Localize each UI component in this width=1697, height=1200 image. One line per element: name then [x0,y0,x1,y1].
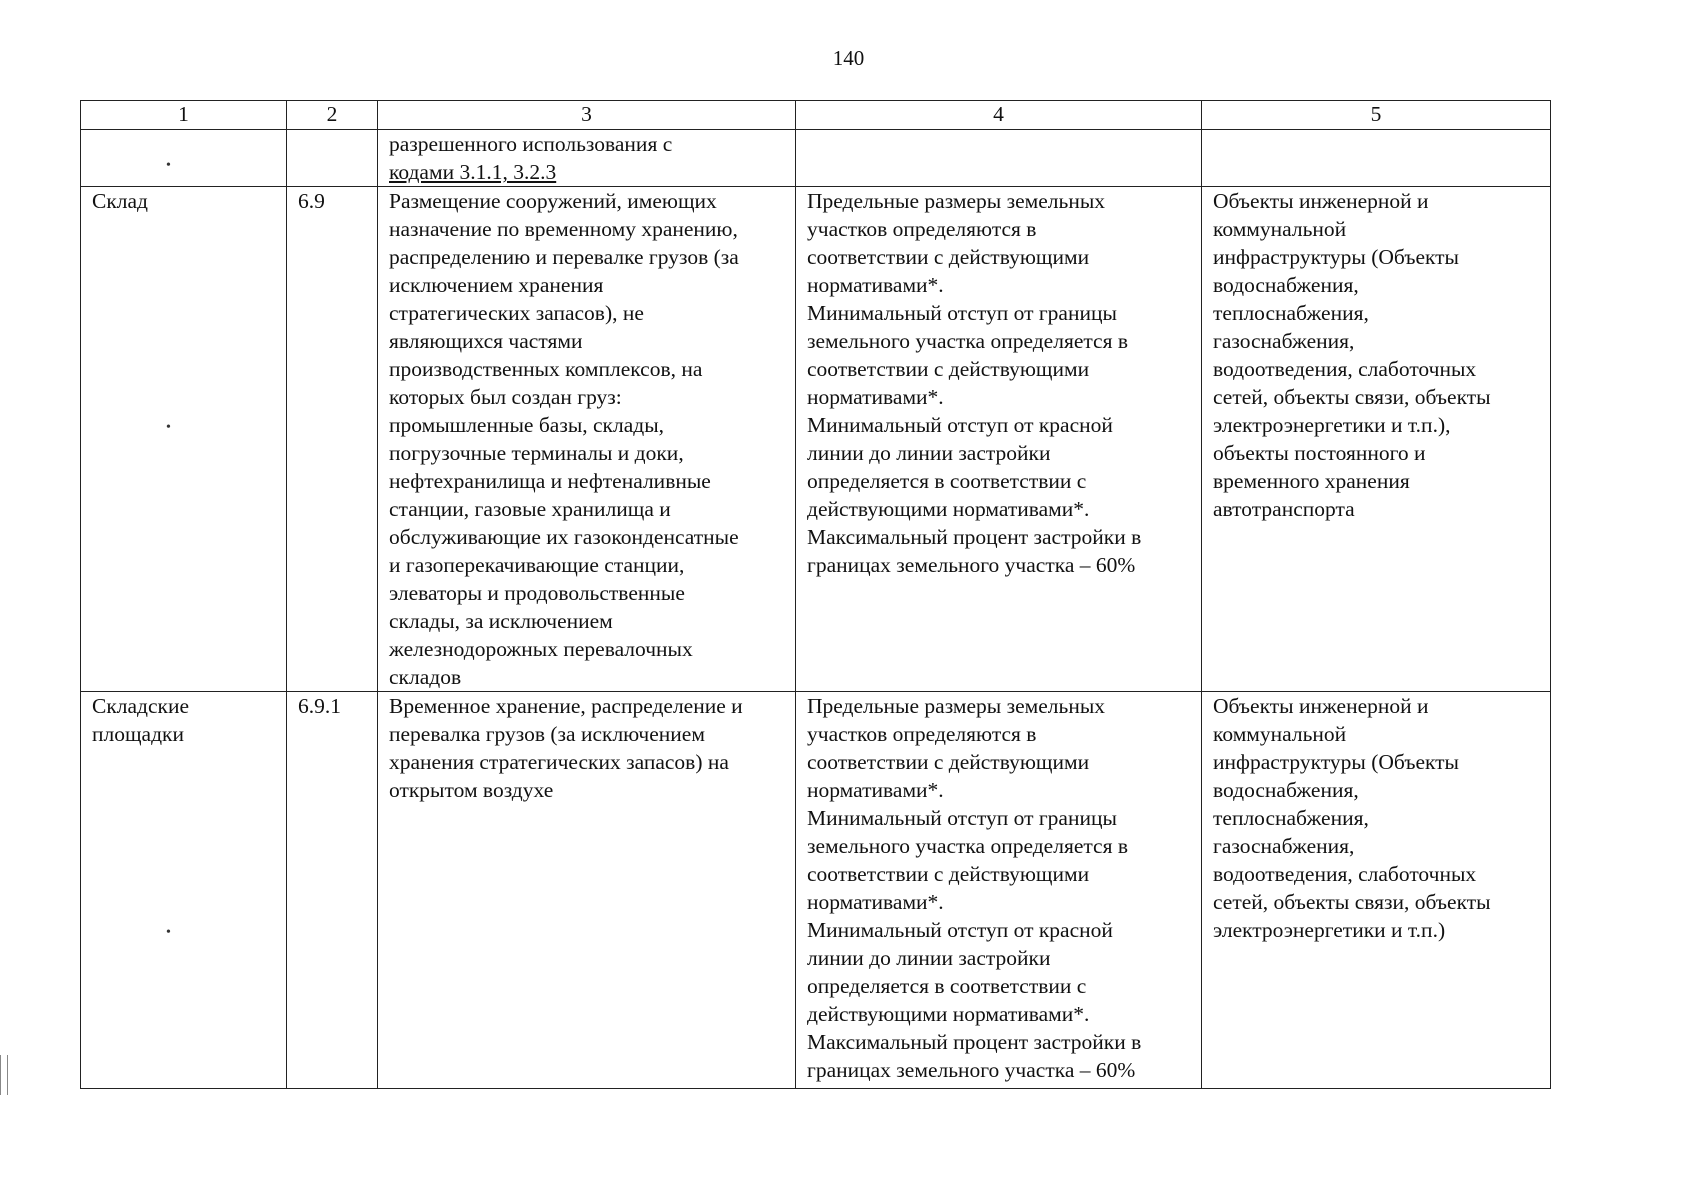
text-line: Складские [92,694,190,718]
text-line: Минимальный отступ от границы [807,806,1117,830]
text-line: хранения стратегических запасов) на [389,750,729,774]
text-line: соответствии с действующими [807,750,1090,774]
text-line: Объекты инженерной и [1213,189,1429,213]
text-line: Максимальный процент застройки в [807,525,1142,549]
table-row [81,187,1551,692]
text-line: инфраструктуры (Объекты [1213,245,1460,269]
use-code-cell: 6.9.1 [287,692,378,1089]
use-name-cell [81,692,287,1089]
text-line: границах земельного участка – 60% [807,553,1136,577]
continuation-cell-2 [287,130,378,187]
text-line: являющихся частями [389,329,583,353]
text-line: водоотведения, слаботочных [1213,357,1477,381]
text-line: станции, газовые хранилища и [389,497,671,521]
text-line: назначение по временному хранению, [389,217,738,241]
scan-speck: • [166,420,171,435]
header-cell-5: 5 [1202,101,1551,130]
text-line: кодами 3.1.1, 3.2.3 [389,160,557,184]
text-line: электроэнергетики и т.п.), [1213,413,1451,437]
text-line: перевалка грузов (за исключением [389,722,705,746]
text-line: открытом воздухе [389,778,554,802]
text-line: нормативами*. [807,778,944,802]
text-line: теплоснабжения, [1213,806,1369,830]
text-line: распределению и перевалке грузов (за [389,245,739,269]
text-line: определяется в соответствии с [807,974,1087,998]
text-line: которых был создан груз: [389,385,622,409]
text-line: газоснабжения, [1213,834,1355,858]
text-line: линии до линии застройки [807,441,1051,465]
land-use-table [80,100,1551,1089]
text-line: обслуживающие их газоконденсатные [389,525,739,549]
continuation-cell-5 [1202,130,1551,187]
text-line: объекты постоянного и [1213,441,1426,465]
text-line: складов [389,665,462,689]
text-line: сетей, объекты связи, объекты [1213,385,1491,409]
use-code-cell: 6.9 [287,187,378,692]
text-line: промышленные базы, склады, [389,413,665,437]
text-line: действующими нормативами*. [807,1002,1090,1026]
text-line: Минимальный отступ от границы [807,301,1117,325]
text-line: нормативами*. [807,890,944,914]
text-line: Предельные размеры земельных [807,694,1106,718]
text-line: Минимальный отступ от красной [807,413,1113,437]
header-cell-2: 2 [287,101,378,130]
text-line: Предельные размеры земельных [807,189,1106,213]
text-line: водоотведения, слаботочных [1213,862,1477,886]
text-line: водоснабжения, [1213,778,1359,802]
text-line: производственных комплексов, на [389,357,703,381]
text-line: нормативами*. [807,385,944,409]
text-line: сетей, объекты связи, объекты [1213,890,1491,914]
table-header-row [81,101,1551,130]
auxiliary-uses-cell [1202,692,1551,1089]
use-name-cell [81,187,287,692]
description-cell [378,187,796,692]
text-line: коммунальной [1213,217,1347,241]
text-line: Минимальный отступ от красной [807,918,1113,942]
auxiliary-uses-cell [1202,187,1551,692]
text-line: водоснабжения, [1213,273,1359,297]
scan-speck: • [166,925,171,940]
continuation-cell-3 [378,130,796,187]
text-line: участков определяются в [807,722,1037,746]
header-cell-1: 1 [81,101,287,130]
text-line: соответствии с действующими [807,357,1090,381]
text-line: Объекты инженерной и [1213,694,1429,718]
parameters-cell [796,187,1202,692]
text-line: участков определяются в [807,217,1037,241]
text-line: нормативами*. [807,273,944,297]
table-row [81,692,1551,1089]
text-line: определяется в соответствии с [807,469,1087,493]
text-line: Склад [92,189,148,213]
header-cell-3: 3 [378,101,796,130]
continuation-cell-1 [81,130,287,187]
text-line: погрузочные терминалы и доки, [389,441,684,465]
scan-margin-mark [0,1055,8,1095]
text-line: коммунальной [1213,722,1347,746]
text-line: площадки [92,722,184,746]
text-line: земельного участка определяется в [807,834,1128,858]
text-line: действующими нормативами*. [807,497,1090,521]
continuation-row [81,130,1551,187]
text-line: элеваторы и продовольственные [389,581,685,605]
text-line: нефтехранилища и нефтеналивные [389,469,711,493]
text-line: автотранспорта [1213,497,1355,521]
description-cell [378,692,796,1089]
text-line: Временное хранение, распределение и [389,694,743,718]
text-line: границах земельного участка – 60% [807,1058,1136,1082]
text-line: и газоперекачивающие станции, [389,553,685,577]
page-number: 140 [832,46,865,70]
parameters-cell [796,692,1202,1089]
text-line: Максимальный процент застройки в [807,1030,1142,1054]
continuation-cell-4 [796,130,1202,187]
text-line: Размещение сооружений, имеющих [389,189,717,213]
text-line: земельного участка определяется в [807,329,1128,353]
text-line: железнодорожных перевалочных [389,637,693,661]
text-line: исключением хранения [389,273,604,297]
text-line: газоснабжения, [1213,329,1355,353]
header-cell-4: 4 [796,101,1202,130]
text-line: электроэнергетики и т.п.) [1213,918,1446,942]
text-line: временного хранения [1213,469,1410,493]
text-line: соответствии с действующими [807,245,1090,269]
text-line: стратегических запасов), не [389,301,644,325]
text-line: разрешенного использования с [389,132,673,156]
text-line: склады, за исключением [389,609,613,633]
text-line: линии до линии застройки [807,946,1051,970]
text-line: соответствии с действующими [807,862,1090,886]
text-line: теплоснабжения, [1213,301,1369,325]
scan-speck: • [166,158,171,173]
text-line: инфраструктуры (Объекты [1213,750,1460,774]
